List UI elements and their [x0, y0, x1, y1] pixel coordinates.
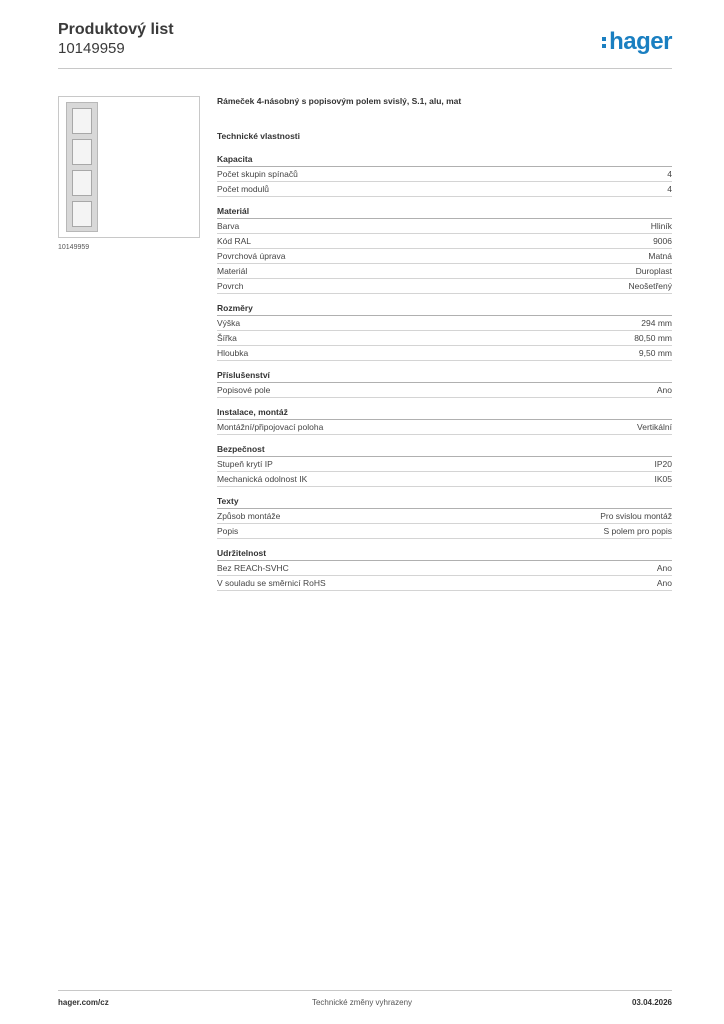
- spec-row: [217, 561, 672, 576]
- spec-label: Povrchová úprava: [217, 251, 286, 261]
- spec-section: [217, 369, 672, 398]
- technical-properties-heading: Technické vlastnosti: [217, 131, 300, 141]
- product-image: [58, 96, 200, 238]
- spec-value: Duroplast: [635, 266, 672, 276]
- image-caption: 10149959: [58, 244, 90, 251]
- section-title: Příslušenství: [217, 369, 672, 383]
- spec-value: IK05: [654, 474, 672, 484]
- spec-value: 9006: [653, 236, 672, 246]
- spec-section: [217, 443, 672, 487]
- section-title: Kapacita: [217, 153, 672, 167]
- spec-row: [217, 331, 672, 346]
- header-divider: [58, 68, 672, 69]
- spec-value: S polem pro popis: [603, 526, 672, 536]
- spec-row: [217, 264, 672, 279]
- spec-row: [217, 279, 672, 294]
- spec-row: [217, 524, 672, 539]
- product-name: Rámeček 4-násobný s popisovým polem svislý, S.1, alu, mat: [217, 96, 462, 106]
- spec-label: Stupeň krytí IP: [217, 459, 273, 469]
- spec-section: [217, 547, 672, 591]
- frame-illustration-icon: [66, 102, 98, 232]
- spec-label: Způsob montáže: [217, 511, 281, 521]
- section-title: Materiál: [217, 205, 672, 219]
- spec-sections: [217, 153, 672, 591]
- document-title: Produktový list: [58, 21, 174, 38]
- spec-value: 4: [667, 169, 672, 179]
- spec-row: [217, 316, 672, 331]
- section-title: Udržitelnost: [217, 547, 672, 561]
- hager-logo[interactable]: [602, 28, 672, 56]
- spec-row: [217, 509, 672, 524]
- spec-label: Výška: [217, 318, 241, 328]
- spec-row: [217, 234, 672, 249]
- specs-content: [217, 96, 672, 591]
- section-title: Texty: [217, 495, 672, 509]
- spec-value: 80,50 mm: [634, 333, 672, 343]
- footer-divider: [58, 990, 672, 991]
- spec-label: Barva: [217, 221, 240, 231]
- section-title: Bezpečnost: [217, 443, 672, 457]
- spec-value: Ano: [656, 578, 672, 588]
- spec-row: [217, 420, 672, 435]
- spec-value: Neošetřený: [628, 281, 672, 291]
- spec-section: [217, 205, 672, 294]
- spec-section: [217, 302, 672, 361]
- footer-website-link[interactable]: hager.com/cz: [58, 998, 109, 1007]
- spec-row: [217, 383, 672, 398]
- spec-value: 9,50 mm: [638, 348, 672, 358]
- logo-dots-icon: [602, 37, 607, 51]
- logo-text: hager: [609, 28, 672, 55]
- spec-section: [217, 495, 672, 539]
- spec-value: IP20: [654, 459, 672, 469]
- spec-label: Povrch: [217, 281, 244, 291]
- spec-value: 4: [667, 184, 672, 194]
- spec-value: Vertikální: [637, 422, 672, 432]
- spec-label: Hloubka: [217, 348, 249, 358]
- spec-value: Hliník: [650, 221, 672, 231]
- spec-row: [217, 249, 672, 264]
- spec-row: [217, 576, 672, 591]
- spec-label: Mechanická odolnost IK: [217, 474, 308, 484]
- spec-value: Matná: [648, 251, 672, 261]
- spec-row: [217, 457, 672, 472]
- spec-label: Šířka: [217, 333, 237, 343]
- spec-label: Kód RAL: [217, 236, 252, 246]
- spec-label: Počet skupin spínačů: [217, 169, 298, 179]
- spec-row: [217, 219, 672, 234]
- footer-disclaimer: Technické změny vyhrazeny: [311, 998, 413, 1007]
- spec-label: V souladu se směrnicí RoHS: [217, 578, 326, 588]
- spec-row: [217, 182, 672, 197]
- spec-row: [217, 472, 672, 487]
- spec-label: Popis: [217, 526, 239, 536]
- spec-value: Ano: [656, 563, 672, 573]
- spec-label: Počet modulů: [217, 184, 269, 194]
- spec-value: Pro svislou montáž: [600, 511, 672, 521]
- spec-label: Montážní/připojovací poloha: [217, 422, 324, 432]
- spec-value: 294 mm: [641, 318, 672, 328]
- section-title: Instalace, montáž: [217, 406, 672, 420]
- spec-row: [217, 346, 672, 361]
- spec-value: Ano: [656, 385, 672, 395]
- spec-section: [217, 406, 672, 435]
- footer-date: 03.04.2026: [631, 998, 672, 1007]
- spec-label: Materiál: [217, 266, 248, 276]
- spec-section: [217, 153, 672, 197]
- spec-label: Popisové pole: [217, 385, 271, 395]
- spec-label: Bez REACh-SVHC: [217, 563, 289, 573]
- product-number: 10149959: [58, 40, 125, 57]
- section-title: Rozměry: [217, 302, 672, 316]
- spec-row: [217, 167, 672, 182]
